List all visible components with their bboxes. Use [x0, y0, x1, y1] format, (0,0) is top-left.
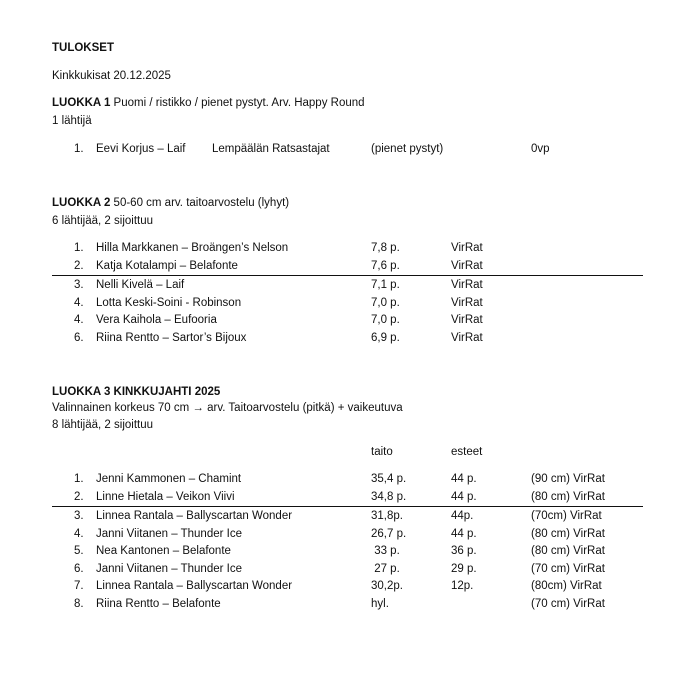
class3-heading: LUOKKA 3 KINKKUJAHTI 2025: [52, 386, 221, 398]
score: 7,0 p.: [371, 314, 400, 326]
skill-score: 31,8p.: [371, 510, 403, 522]
rider-horse: Riina Rentto – Sartor’s Bijoux: [96, 332, 247, 344]
obstacle-score: 44 p.: [451, 473, 477, 485]
score: 7,8 p.: [371, 242, 400, 254]
obstacle-score: 12p.: [451, 580, 474, 592]
score: 7,1 p.: [371, 279, 400, 291]
height-club: (80 cm) VirRat: [531, 545, 605, 557]
rider-horse: Eevi Korjus – Laif: [96, 143, 186, 155]
rider-horse: Linnea Rantala – Ballyscartan Wonder: [96, 580, 293, 592]
rank: 6.: [74, 332, 84, 344]
club: VirRat: [451, 242, 483, 254]
rider-horse: Hilla Markkanen – Broängen’s Nelson: [96, 242, 289, 254]
rank: 3.: [74, 510, 84, 522]
skill-score: 27 p.: [371, 563, 400, 575]
class3-starters: 8 lähtijää, 2 sijoittuu: [52, 419, 154, 431]
rank: 5.: [74, 545, 84, 557]
class1-starters: 1 lähtijä: [52, 115, 92, 127]
club: Lempäälän Ratsastajat: [212, 143, 330, 155]
event-name: Kinkkukisat 20.12.2025: [52, 70, 171, 82]
rank: 3.: [74, 279, 84, 291]
height-club: (90 cm) VirRat: [531, 473, 605, 485]
club: VirRat: [451, 260, 483, 272]
obstacle-score: 44 p.: [451, 491, 477, 503]
class2-heading: [52, 197, 289, 209]
page-title: TULOKSET: [52, 42, 114, 54]
placing-divider: [52, 506, 643, 507]
class1-heading: [52, 97, 365, 109]
rank: 8.: [74, 598, 84, 610]
class1-desc: Puomi / ristikko / pienet pystyt. Arv. Happy Round: [110, 97, 365, 109]
club: VirRat: [451, 332, 483, 344]
rank: 1.: [74, 143, 84, 155]
club: VirRat: [451, 297, 483, 309]
skill-score: 34,8 p.: [371, 491, 407, 503]
rider-horse: Lotta Keski-Soini - Robinson: [96, 297, 242, 309]
skill-score: 33 p.: [371, 545, 400, 557]
score: 7,6 p.: [371, 260, 400, 272]
rider-horse: Janni Viitanen – Thunder Ice: [96, 563, 242, 575]
rank: 4.: [74, 297, 84, 309]
class2-desc: 50-60 cm arv. taitoarvostelu (lyhyt): [110, 197, 290, 209]
height-club: (80cm) VirRat: [531, 580, 602, 592]
rider-horse: Jenni Kammonen – Chamint: [96, 473, 242, 485]
obstacle-score: 36 p.: [451, 545, 477, 557]
rank: 2.: [74, 260, 84, 272]
class3-desc: Valinnainen korkeus 70 cm → arv. Taitoarvostelu (pitkä) + vaikeutuva: [52, 402, 403, 414]
rider-horse: Linnea Rantala – Ballyscartan Wonder: [96, 510, 293, 522]
rank: 4.: [74, 314, 84, 326]
club: VirRat: [451, 279, 483, 291]
obstacle-score: 44p.: [451, 510, 474, 522]
skill-score: 35,4 p.: [371, 473, 407, 485]
rider-horse: Katja Kotalampi – Belafonte: [96, 260, 238, 272]
rank: 2.: [74, 491, 84, 503]
height-club: (70 cm) VirRat: [531, 563, 605, 575]
rank: 1.: [74, 473, 84, 485]
club: VirRat: [451, 314, 483, 326]
skill-score: hyl.: [371, 598, 389, 610]
rank: 4.: [74, 528, 84, 540]
rider-horse: Vera Kaihola – Eufooria: [96, 314, 217, 326]
height-club: (80 cm) VirRat: [531, 528, 605, 540]
height-club: (70cm) VirRat: [531, 510, 602, 522]
skill-score: 26,7 p.: [371, 528, 407, 540]
column-header-skill: taito: [371, 446, 393, 458]
height: (pienet pystyt): [371, 143, 444, 155]
score: 7,0 p.: [371, 297, 400, 309]
class2-label: LUOKKA 2: [52, 197, 111, 209]
skill-score: 30,2p.: [371, 580, 403, 592]
placing-divider: [52, 275, 643, 276]
rider-horse: Nelli Kivelä – Laif: [96, 279, 185, 291]
rider-horse: Nea Kantonen – Belafonte: [96, 545, 231, 557]
rider-horse: Janni Viitanen – Thunder Ice: [96, 528, 242, 540]
rank: 1.: [74, 242, 84, 254]
class1-label: LUOKKA 1: [52, 97, 111, 109]
height-club: (70 cm) VirRat: [531, 598, 605, 610]
rider-horse: Riina Rentto – Belafonte: [96, 598, 221, 610]
obstacle-score: 29 p.: [451, 563, 477, 575]
result: 0vp: [531, 143, 550, 155]
rider-horse: Linne Hietala – Veikon Viivi: [96, 491, 235, 503]
column-header-obstacles: esteet: [451, 446, 483, 458]
obstacle-score: 44 p.: [451, 528, 477, 540]
height-club: (80 cm) VirRat: [531, 491, 605, 503]
rank: 6.: [74, 563, 84, 575]
score: 6,9 p.: [371, 332, 400, 344]
rank: 7.: [74, 580, 84, 592]
class2-starters: 6 lähtijää, 2 sijoittuu: [52, 215, 154, 227]
